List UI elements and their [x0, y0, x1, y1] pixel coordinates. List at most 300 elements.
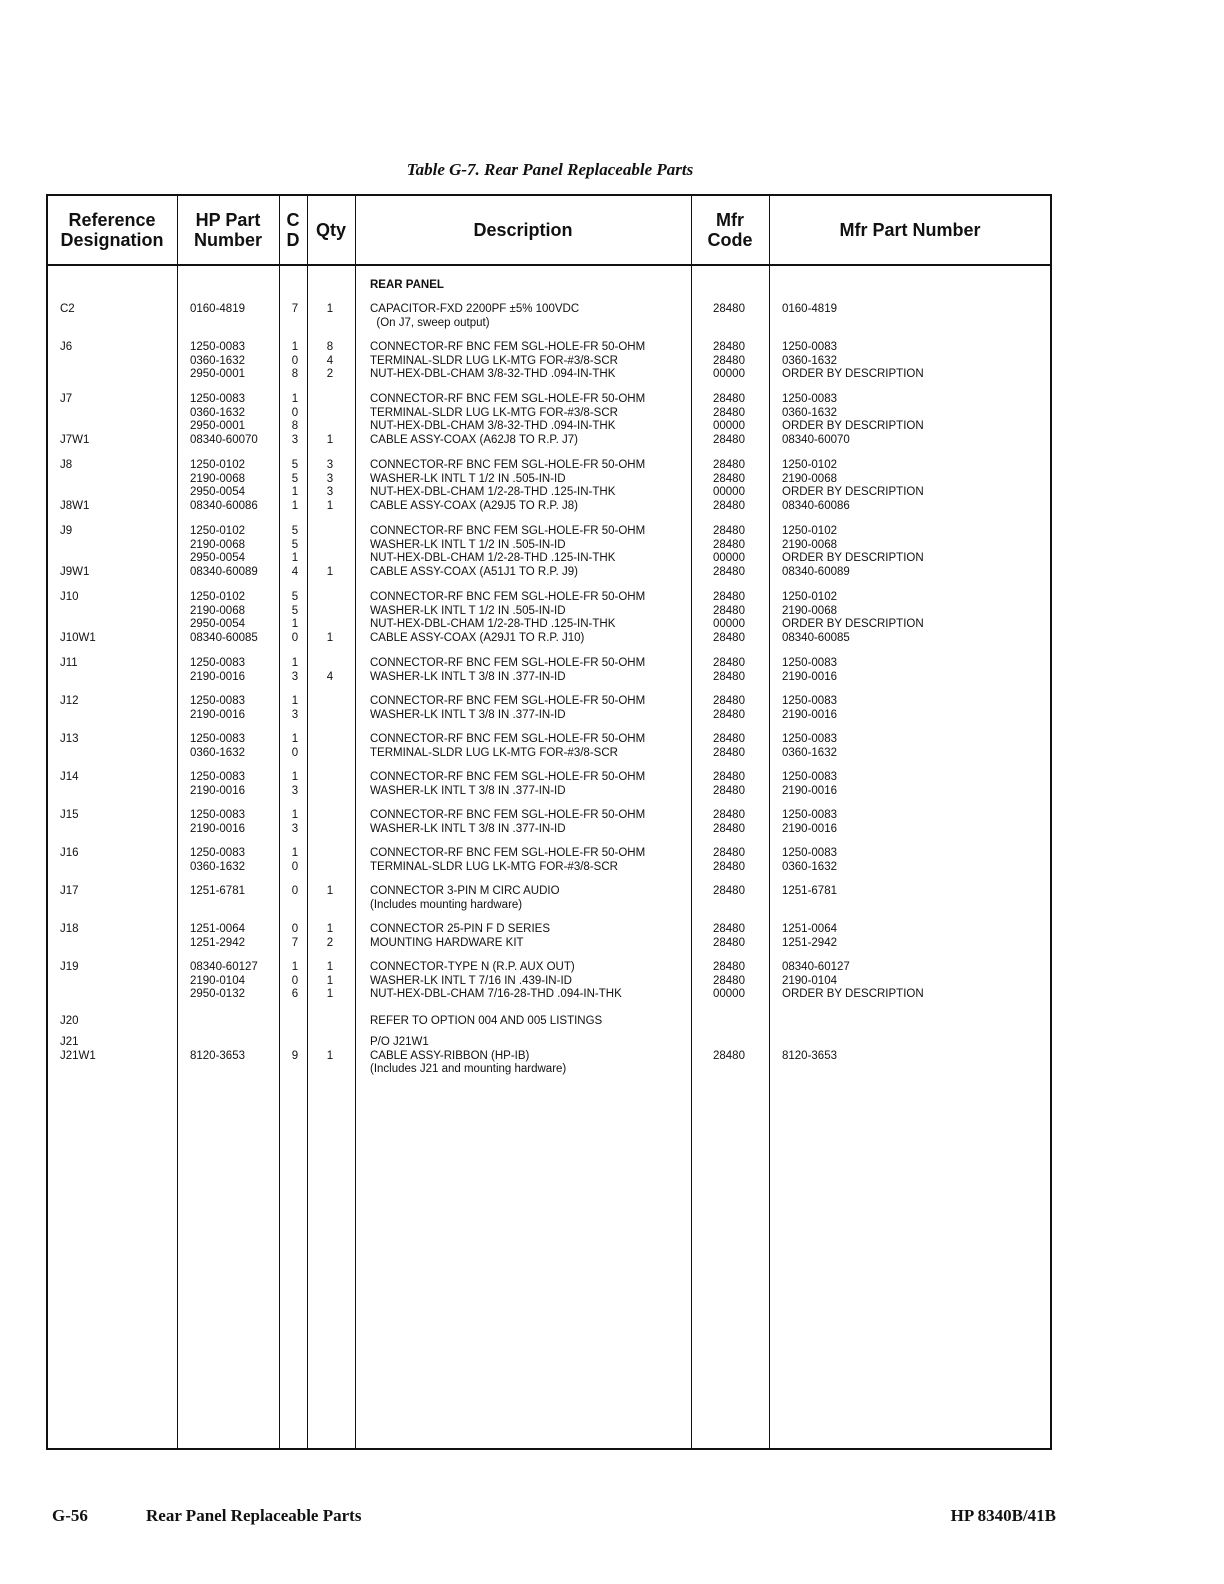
cell-mpn — [782, 591, 924, 645]
cell-ref — [60, 695, 79, 709]
cell-line: 08340-60085 — [782, 631, 850, 644]
cell-line: WASHER-LK INTL T 7/16 IN .439-IN-ID — [370, 974, 572, 987]
cell-line: 8120-3653 — [782, 1049, 837, 1062]
cell-code — [708, 961, 750, 1002]
cell-line: 2190-0068 — [190, 538, 245, 551]
cell-line: 0 — [291, 406, 299, 419]
cell-line: 1250-0102 — [190, 591, 245, 603]
cell-cd — [288, 591, 302, 645]
cell-line: 1251-0064 — [782, 923, 837, 935]
cell-hp — [190, 809, 245, 836]
parts-table — [46, 194, 1052, 1450]
cell-mpn — [782, 1036, 837, 1063]
cell-ref — [60, 847, 79, 861]
cell-hp — [190, 459, 258, 513]
cell-line: 28480 — [713, 670, 745, 683]
cell-line: J21W1 — [60, 1049, 96, 1062]
cell-line: 3 — [291, 670, 299, 683]
cell-line: WASHER-LK INTL T 3/8 IN .377-IN-ID — [370, 708, 566, 721]
cell-cd — [288, 809, 302, 836]
cell-line: 28480 — [713, 784, 745, 797]
cell-desc — [370, 961, 622, 1002]
cell-line: 1250-0083 — [190, 393, 245, 405]
cell-ref — [60, 1015, 79, 1029]
cell-ref — [60, 733, 79, 747]
cell-code — [708, 809, 750, 836]
footer-section-title: Rear Panel Replaceable Parts — [146, 1506, 362, 1525]
cell-line: 28480 — [713, 860, 745, 873]
cell-line: 2190-0104 — [190, 974, 245, 987]
cell-line — [322, 605, 338, 619]
cell-line — [322, 657, 338, 671]
cell-ref — [60, 961, 79, 975]
cell-line: 3 — [291, 822, 299, 835]
cell-line — [288, 1036, 302, 1050]
cell-ref — [60, 591, 96, 645]
cell-mpn — [782, 771, 837, 798]
cell-line: J6 — [60, 341, 73, 353]
cell-line: 8 — [291, 368, 299, 380]
cell-line: 28480 — [713, 406, 745, 419]
cell-line: 0360-1632 — [782, 860, 837, 873]
cell-line — [60, 605, 96, 619]
cell-line — [322, 709, 338, 723]
cell-line: 1250-0083 — [190, 695, 245, 707]
cell-hp — [190, 771, 245, 798]
cell-line: WASHER-LK INTL T 3/8 IN .377-IN-ID — [370, 784, 566, 797]
cell-line: 28480 — [713, 708, 745, 721]
cell-line: NUT-HEX-DBL-CHAM 3/8-32-THD .094-IN-THK — [370, 368, 616, 380]
cell-line: CONNECTOR 3-PIN M CIRC AUDIO — [370, 885, 560, 897]
cell-hp — [190, 1036, 245, 1063]
cell-line: 7 — [291, 303, 299, 315]
header-hp-part-number: HP Part Number — [193, 210, 262, 250]
cell-line: WASHER-LK INTL T 1/2 IN .505-IN-ID — [370, 604, 566, 617]
cell-line: 1 — [291, 847, 299, 859]
cell-line: 00000 — [713, 368, 745, 380]
cell-line: 1 — [291, 341, 299, 353]
cell-line: TERMINAL-SLDR LUG LK-MTG FOR-#3/8-SCR — [370, 860, 618, 873]
cell-line: 28480 — [713, 885, 745, 897]
cell-line: 2190-0068 — [782, 604, 837, 617]
cell-line: 1250-0083 — [782, 809, 837, 821]
cell-code — [708, 303, 750, 317]
cell-desc — [370, 393, 645, 447]
cell-line: 08340-60070 — [782, 433, 850, 446]
cell-line: TERMINAL-SLDR LUG LK-MTG FOR-#3/8-SCR — [370, 406, 618, 419]
cell-line: 3 — [326, 486, 334, 498]
cell-line: 1251-2942 — [190, 936, 245, 949]
cell-line: (Includes J21 and mounting hardware) — [370, 1063, 567, 1075]
cell-line: 08340-60086 — [782, 499, 850, 512]
cell-code — [708, 657, 750, 684]
cell-line: ORDER BY DESCRIPTION — [782, 368, 924, 380]
cell-line: CONNECTOR-RF BNC FEM SGL-HOLE-FR 50-OHM — [370, 847, 646, 859]
cell-line: CONNECTOR-TYPE N (R.P. AUX OUT) — [370, 961, 575, 973]
cell-line — [322, 695, 338, 709]
cell-line: J20 — [60, 1015, 79, 1027]
header-mfr-part-number: Mfr Part Number — [839, 220, 981, 240]
cell-line: 28480 — [713, 393, 745, 405]
cell-code — [708, 459, 750, 513]
cell-line: 2950-0054 — [190, 618, 245, 630]
cell-code — [708, 923, 750, 950]
section-label: REAR PANEL — [370, 279, 444, 291]
cell-line: WASHER-LK INTL T 3/8 IN .377-IN-ID — [370, 670, 566, 683]
cell-line: 2950-0054 — [190, 486, 245, 498]
cell-line: 2190-0016 — [190, 708, 245, 721]
cell-line — [322, 552, 338, 566]
cell-line: 3 — [326, 472, 334, 485]
cell-line: 1250-0102 — [190, 459, 245, 471]
cell-desc — [370, 1036, 566, 1077]
cell-ref — [60, 809, 79, 823]
cell-line: 28480 — [713, 433, 745, 446]
cell-line: 5 — [291, 459, 299, 471]
cell-line: 1 — [326, 988, 334, 1000]
cell-line: CABLE ASSY-COAX (A29J1 TO R.P. J10) — [370, 631, 585, 644]
cell-line — [322, 785, 338, 799]
cell-line: J10W1 — [60, 631, 96, 644]
cell-hp — [190, 393, 258, 447]
cell-line: 2 — [326, 936, 334, 949]
cell-hp — [190, 525, 258, 579]
cell-line: J16 — [60, 847, 79, 859]
cell-hp — [190, 591, 258, 645]
cell-line: 2190-0016 — [782, 670, 837, 683]
cell-code — [708, 525, 750, 579]
cell-line: J10 — [60, 591, 79, 603]
cell-line: 00000 — [713, 618, 745, 630]
cell-line — [190, 1036, 245, 1050]
cell-code — [708, 695, 750, 722]
cell-line: 5 — [291, 525, 299, 537]
cell-line: J8W1 — [60, 499, 90, 512]
cell-cd — [288, 695, 302, 722]
cell-line: CONNECTOR-RF BNC FEM SGL-HOLE-FR 50-OHM — [370, 341, 646, 353]
cell-line: ORDER BY DESCRIPTION — [782, 420, 924, 432]
cell-line: 28480 — [713, 695, 745, 707]
cell-code — [708, 341, 750, 382]
cell-desc — [370, 591, 645, 645]
cell-line: 08340-60085 — [190, 631, 258, 644]
cell-code — [708, 771, 750, 798]
cell-mpn — [782, 525, 924, 579]
cell-line: WASHER-LK INTL T 1/2 IN .505-IN-ID — [370, 472, 566, 485]
cell-ref — [60, 303, 75, 317]
cell-line: 28480 — [713, 565, 745, 578]
cell-cd — [288, 771, 302, 798]
footer-page-number: G-56 — [52, 1506, 88, 1525]
cell-desc — [370, 657, 645, 684]
cell-line — [322, 809, 338, 823]
cell-line: 2950-0054 — [190, 552, 245, 564]
cell-line: 3 — [291, 784, 299, 797]
cell-line: J19 — [60, 961, 79, 973]
cell-line: 5 — [291, 472, 299, 485]
cell-line: 28480 — [713, 354, 745, 367]
cell-line: 2190-0016 — [782, 708, 837, 721]
cell-line: 2190-0068 — [190, 604, 245, 617]
cell-line: 1 — [291, 657, 299, 669]
cell-qty — [322, 809, 338, 836]
cell-line: ORDER BY DESCRIPTION — [782, 552, 924, 564]
cell-line: 1 — [326, 961, 334, 973]
cell-line: (On J7, sweep output) — [370, 316, 490, 329]
cell-line: NUT-HEX-DBL-CHAM 1/2-28-THD .125-IN-THK — [370, 552, 616, 564]
cell-qty — [322, 733, 338, 760]
footer-model: HP 8340B/41B — [950, 1506, 1056, 1525]
cell-line: J14 — [60, 771, 79, 783]
cell-line: 1250-0102 — [782, 525, 837, 537]
cell-line: 1 — [326, 974, 334, 987]
cell-line: TERMINAL-SLDR LUG LK-MTG FOR-#3/8-SCR — [370, 746, 618, 759]
cell-line: CONNECTOR-RF BNC FEM SGL-HOLE-FR 50-OHM — [370, 695, 646, 707]
header-mfr-code: Mfr Code — [707, 210, 753, 250]
cell-line — [322, 525, 338, 539]
cell-line: TERMINAL-SLDR LUG LK-MTG FOR-#3/8-SCR — [370, 354, 618, 367]
cell-line: 1 — [291, 961, 299, 973]
cell-code — [708, 733, 750, 760]
cell-line: 1250-0083 — [782, 695, 837, 707]
cell-cd — [288, 1036, 302, 1063]
cell-qty — [322, 303, 338, 317]
cell-line: 8 — [291, 420, 299, 432]
cell-desc — [370, 341, 645, 382]
cell-qty — [322, 771, 338, 798]
cell-code — [708, 591, 750, 645]
cell-line: 28480 — [713, 657, 745, 669]
cell-line: 1 — [291, 733, 299, 745]
cell-cd — [288, 847, 302, 874]
cell-code — [708, 393, 750, 447]
cell-desc — [370, 733, 645, 760]
cell-line: WASHER-LK INTL T 3/8 IN .377-IN-ID — [370, 822, 566, 835]
cell-line: CAPACITOR-FXD 2200PF ±5% 100VDC — [370, 303, 580, 315]
cell-line: 2190-0016 — [190, 670, 245, 683]
cell-code — [708, 1036, 750, 1063]
cell-code — [708, 885, 750, 899]
cell-ref — [60, 459, 89, 513]
table-header — [48, 196, 1050, 266]
cell-line: NUT-HEX-DBL-CHAM 1/2-28-THD .125-IN-THK — [370, 486, 616, 498]
cell-line — [322, 847, 338, 861]
cell-line: ORDER BY DESCRIPTION — [782, 486, 924, 498]
cell-line: 2190-0016 — [782, 822, 837, 835]
cell-line: 28480 — [713, 733, 745, 745]
cell-mpn — [782, 961, 924, 1002]
cell-line: J15 — [60, 809, 79, 821]
cell-cd — [288, 733, 302, 760]
header-qty: Qty — [315, 220, 346, 240]
cell-line — [60, 618, 96, 632]
header-description: Description — [473, 220, 573, 240]
cell-line: J9 — [60, 525, 73, 537]
cell-line: J13 — [60, 733, 79, 745]
cell-line: 28480 — [713, 538, 745, 551]
cell-line: 5 — [291, 538, 299, 551]
cell-line: 4 — [291, 565, 299, 578]
cell-qty — [322, 1036, 338, 1063]
cell-line: CABLE ASSY-RIBBON (HP-IB) — [370, 1049, 530, 1062]
cell-line — [322, 539, 338, 553]
cell-line: 00000 — [713, 486, 745, 498]
cell-line: 4 — [326, 354, 334, 367]
cell-line — [322, 733, 338, 747]
cell-line: 28480 — [713, 809, 745, 821]
cell-line: 28480 — [713, 303, 745, 315]
cell-line: 8120-3653 — [190, 1049, 245, 1062]
cell-line — [60, 473, 89, 487]
cell-ref — [60, 657, 78, 671]
cell-mpn — [782, 341, 924, 382]
cell-line: 2190-0068 — [782, 472, 837, 485]
cell-line: J17 — [60, 885, 79, 897]
cell-line: 1251-0064 — [190, 923, 245, 935]
cell-line: (Includes mounting hardware) — [370, 898, 523, 911]
cell-line — [322, 1036, 338, 1050]
cell-cd — [288, 525, 302, 579]
cell-line — [322, 771, 338, 785]
cell-line: NUT-HEX-DBL-CHAM 7/16-28-THD .094-IN-THK — [370, 988, 622, 1000]
cell-line: CONNECTOR-RF BNC FEM SGL-HOLE-FR 50-OHM — [370, 771, 646, 783]
cell-mpn — [782, 695, 837, 722]
cell-line: J9W1 — [60, 565, 90, 578]
cell-ref — [60, 771, 79, 785]
cell-line: 28480 — [713, 974, 745, 987]
cell-line: 2190-0016 — [190, 822, 245, 835]
cell-line: 1 — [326, 1049, 334, 1062]
cell-line: 0160-4819 — [190, 303, 245, 315]
cell-line: 28480 — [713, 499, 745, 512]
cell-qty — [322, 885, 338, 899]
cell-line: 28480 — [713, 936, 745, 949]
cell-hp — [190, 657, 245, 684]
cell-line: 2190-0016 — [782, 784, 837, 797]
cell-line: J7W1 — [60, 433, 90, 446]
cell-line: NUT-HEX-DBL-CHAM 3/8-32-THD .094-IN-THK — [370, 420, 616, 432]
cell-line: 1 — [291, 499, 299, 512]
cell-hp — [190, 341, 245, 382]
cell-line: 1 — [291, 393, 299, 405]
cell-line: J12 — [60, 695, 79, 707]
cell-line: 08340-60070 — [190, 433, 258, 446]
cell-line — [60, 407, 89, 421]
cell-line: 2190-0016 — [190, 784, 245, 797]
cell-ref — [60, 341, 72, 355]
cell-line — [60, 539, 89, 553]
cell-line: 0360-1632 — [190, 746, 245, 759]
cell-qty — [322, 591, 338, 645]
cell-ref — [60, 525, 89, 579]
cell-mpn — [782, 303, 837, 317]
cell-line: 2 — [326, 368, 334, 380]
cell-line: 28480 — [713, 631, 745, 644]
cell-line: REFER TO OPTION 004 AND 005 LISTINGS — [370, 1015, 603, 1027]
cell-line: 0360-1632 — [190, 860, 245, 873]
table-body — [48, 266, 1050, 1448]
cell-line: 00000 — [713, 552, 745, 564]
cell-desc — [370, 885, 560, 912]
cell-line: CABLE ASSY-COAX (A62J8 TO R.P. J7) — [370, 433, 578, 446]
cell-mpn — [782, 393, 924, 447]
cell-line — [322, 618, 338, 632]
cell-desc — [370, 459, 645, 513]
cell-hp — [190, 923, 245, 950]
cell-line: J18 — [60, 923, 79, 935]
cell-line: 0 — [291, 885, 299, 897]
cell-line: 2950-0132 — [190, 988, 245, 1000]
cell-line: 28480 — [713, 341, 745, 353]
cell-line: CABLE ASSY-COAX (A51J1 TO R.P. J9) — [370, 565, 578, 578]
cell-line: NUT-HEX-DBL-CHAM 1/2-28-THD .125-IN-THK — [370, 618, 616, 630]
cell-line: 0360-1632 — [782, 406, 837, 419]
cell-line: CABLE ASSY-COAX (A29J5 TO R.P. J8) — [370, 499, 578, 512]
cell-line: CONNECTOR-RF BNC FEM SGL-HOLE-FR 50-OHM — [370, 459, 646, 471]
cell-line: 2190-0104 — [782, 974, 837, 987]
cell-line: 0360-1632 — [782, 746, 837, 759]
cell-line: 28480 — [713, 923, 745, 935]
cell-qty — [322, 923, 338, 950]
cell-line: 28480 — [713, 472, 745, 485]
cell-line: 3 — [326, 459, 334, 471]
cell-line: C2 — [60, 303, 75, 315]
cell-qty — [322, 695, 338, 722]
cell-line: 6 — [291, 988, 299, 1000]
cell-line: 1 — [291, 486, 299, 498]
cell-line — [60, 552, 89, 566]
cell-line: 2190-0068 — [190, 472, 245, 485]
cell-line: 5 — [291, 591, 299, 603]
cell-cd — [288, 923, 302, 950]
cell-line: P/O J21W1 — [370, 1036, 429, 1048]
cell-line: 0 — [291, 923, 299, 935]
cell-line: 28480 — [713, 459, 745, 471]
cell-desc — [370, 847, 645, 874]
cell-line: CONNECTOR-RF BNC FEM SGL-HOLE-FR 50-OHM — [370, 809, 646, 821]
cell-line: 1 — [326, 923, 334, 935]
cell-line: 0 — [291, 354, 299, 367]
cell-line: 1 — [291, 552, 299, 564]
cell-cd — [288, 961, 302, 1002]
cell-line: 1250-0083 — [782, 393, 837, 405]
cell-line: 08340-60127 — [190, 961, 258, 973]
table-title: Table G-7. Rear Panel Replaceable Parts — [406, 160, 694, 179]
cell-qty — [322, 459, 338, 513]
cell-line: 1250-0102 — [782, 459, 837, 471]
cell-line: 3 — [291, 708, 299, 721]
cell-ref — [60, 393, 89, 447]
cell-line: J11 — [60, 657, 78, 669]
cell-hp — [190, 695, 245, 722]
cell-line: 1250-0102 — [782, 591, 837, 603]
cell-mpn — [782, 733, 837, 760]
cell-qty — [322, 525, 338, 579]
cell-cd — [288, 341, 302, 382]
cell-line: 1 — [326, 885, 334, 897]
cell-qty — [322, 341, 338, 382]
cell-line: 28480 — [713, 604, 745, 617]
cell-line: 08340-60086 — [190, 499, 258, 512]
cell-code — [708, 847, 750, 874]
cell-line: 1250-0083 — [190, 809, 245, 821]
cell-line: 28480 — [713, 847, 745, 859]
cell-line: 1 — [326, 303, 334, 315]
cell-line — [322, 407, 338, 421]
cell-desc — [370, 525, 645, 579]
cell-line: 3 — [291, 433, 299, 446]
cell-desc — [370, 695, 645, 722]
